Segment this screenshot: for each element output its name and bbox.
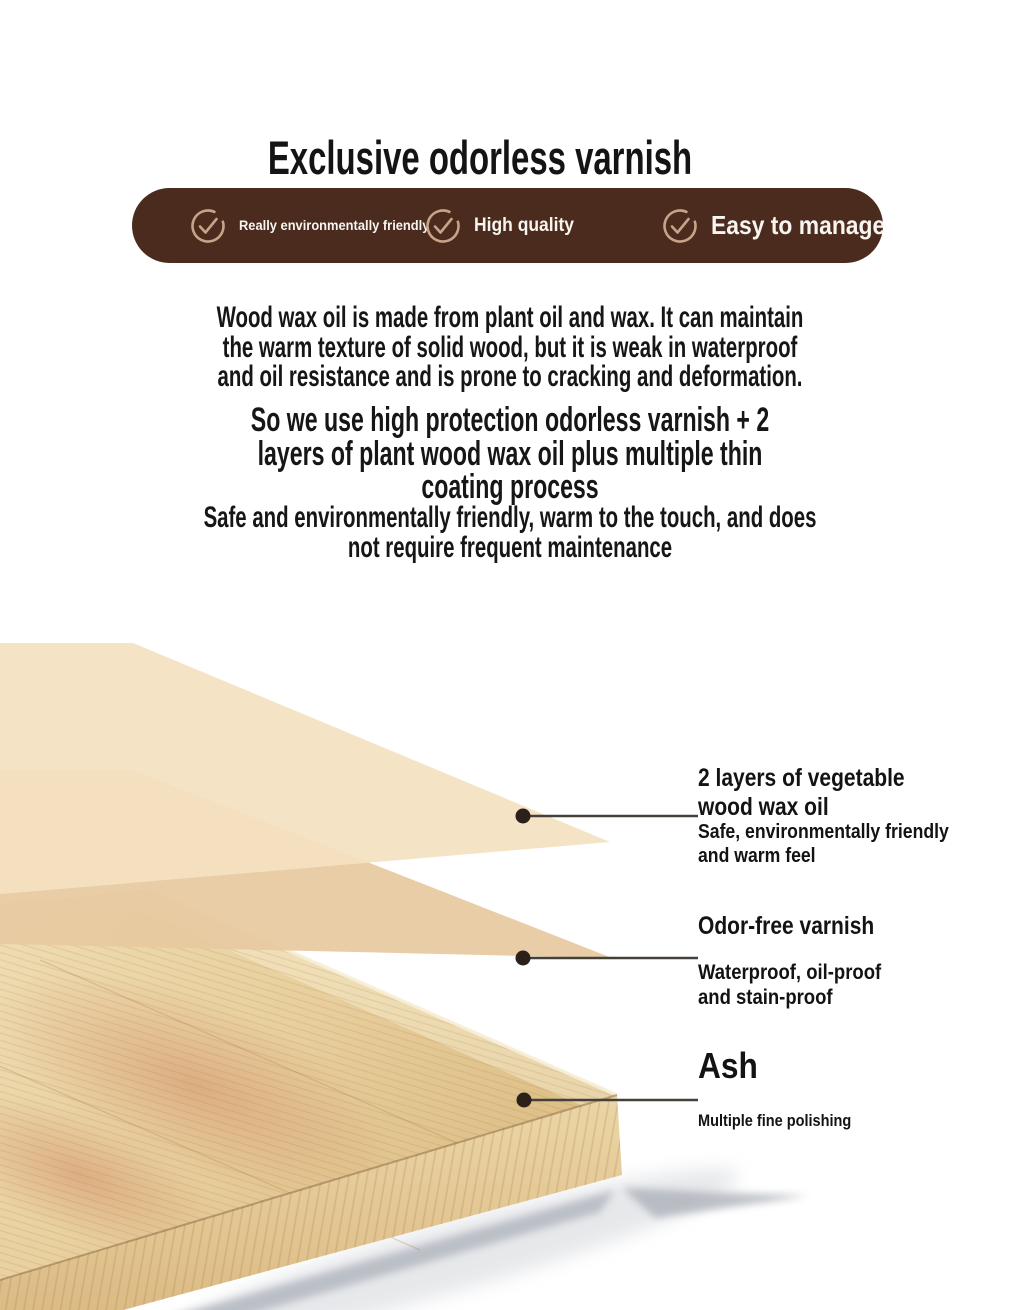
callout-dot-ash	[517, 1093, 532, 1108]
banner-item-easy-to-manage	[660, 188, 909, 263]
banner-item-label: Easy to manage	[711, 210, 886, 240]
wax-oil-sheet-layer	[0, 643, 610, 901]
callout-title-varnish: Odor-free varnish	[698, 912, 875, 940]
paragraph-safe-friendly: Safe and environmentally friendly, warm to the touch, and does not require frequent maintenance	[203, 501, 817, 564]
banner-item-high-quality	[423, 188, 583, 263]
check-circle-icon	[188, 206, 228, 246]
layer-diagram	[0, 590, 1024, 1310]
paragraph-wood-wax-oil: Wood wax oil is made from plant oil and wax. It can maintain the warm texture of solid wood, but it is weak in waterproof and oil resistance and is prone to cracking and deformation.	[216, 301, 804, 393]
page-title: Exclusive odorless varnish	[267, 131, 693, 185]
callout-title-wax-oil: 2 layers of vegetable wood wax oil	[698, 764, 905, 821]
callout-subtitle-varnish: Waterproof, oil-proof and stain-proof	[698, 960, 882, 1009]
paragraph-high-protection: So we use high protection odorless varnish + 2 layers of plant wood wax oil plus multiple thin coating process	[250, 401, 770, 506]
check-circle-icon	[660, 206, 700, 246]
check-circle-icon	[423, 206, 463, 246]
callout-subtitle-wax-oil: Safe, environmentally friendly and warm feel	[698, 820, 949, 867]
callout-dot-wax-oil	[516, 809, 531, 824]
banner-item-environmentally-friendly	[188, 188, 446, 263]
banner-item-label: Really environmentally friendly	[239, 217, 430, 234]
feature-banner	[132, 188, 886, 263]
callout-dot-varnish	[516, 951, 531, 966]
callout-title-ash: Ash	[698, 1045, 758, 1086]
banner-item-label: High quality	[474, 214, 575, 236]
callout-subtitle-ash: Multiple fine polishing	[698, 1112, 852, 1130]
